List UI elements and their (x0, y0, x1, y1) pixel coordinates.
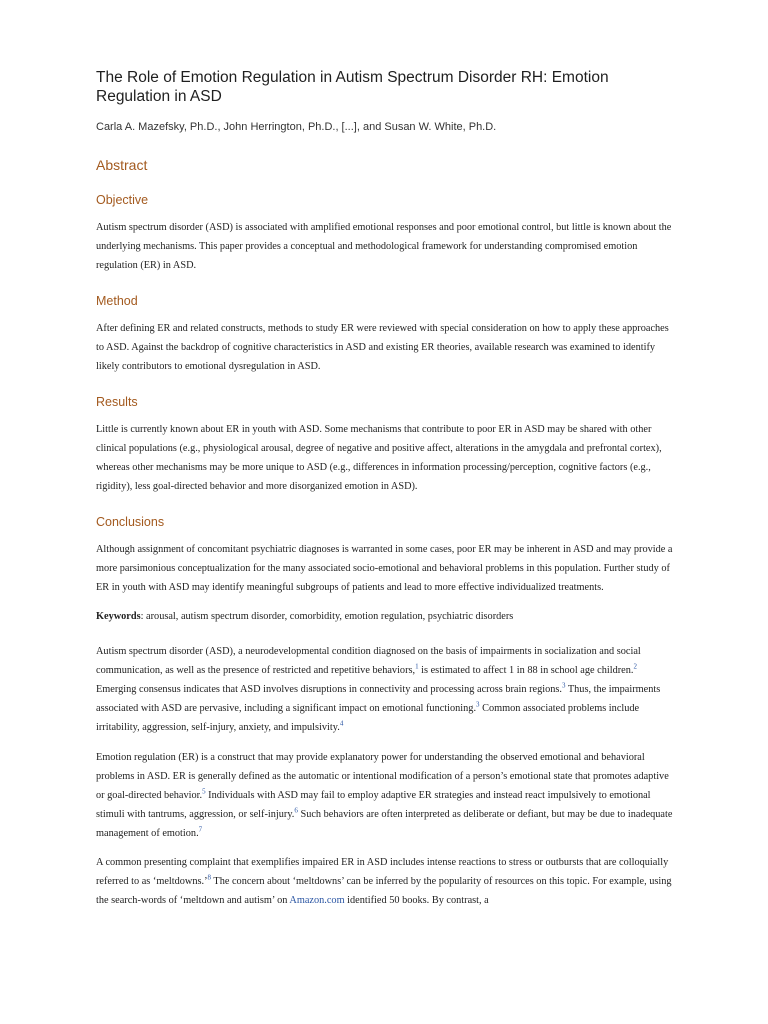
keywords-list: : arousal, autism spectrum disorder, comorbidity, emotion regulation, psychiatric disorders (140, 611, 514, 623)
body-paragraph-3 (96, 853, 674, 910)
objective-heading: Objective (96, 193, 149, 207)
article-title: The Role of Emotion Regulation in Autism Spectrum Disorder RH: Emotion Regulation in ASD (96, 69, 609, 105)
conclusions-text: Although assignment of concomitant psychiatric diagnoses is warranted in some cases, poor ER may be inherent in ASD and may provide a more parsimonious conceptualization for the many associated socio-emotional and behavioral problems in this population. Further study of ER in youth with ASD may identify meaningful subgroups of patients and lead to more effective individualized treatments. (96, 544, 673, 593)
citation-link[interactable]: 7 (198, 825, 203, 834)
article (96, 68, 674, 920)
citation-link[interactable]: 3 (561, 681, 566, 690)
citation-link[interactable]: 4 (339, 719, 344, 728)
body-paragraph-1 (96, 642, 674, 737)
keywords-line (96, 607, 674, 626)
body-text: Individuals with ASD may fail to employ adaptive ER strategies and instead react impulsively to emotional stimuli with tantrums, aggression, or self-injury. (96, 789, 651, 820)
citation-link[interactable]: 6 (294, 806, 298, 815)
author-list: Carla A. Mazefsky, Ph.D., John Herrington, Ph.D., [...], and Susan W. White, Ph.D. (96, 121, 497, 133)
citation-link[interactable]: 2 (633, 662, 637, 671)
body-text: identified 50 books. By contrast, a (344, 894, 489, 906)
objective-text: Autism spectrum disorder (ASD) is associated with amplified emotional responses and poor emotional control, but little is known about the underlying mechanisms. This paper provides a conceptual and methodological framework for understanding compromised emotion regulation (ER) in ASD. (96, 222, 672, 271)
method-text: After defining ER and related constructs, methods to study ER were reviewed with special consideration on how to apply these approaches to ASD. Against the backdrop of cognitive characteristics in ASD and existing ER theories, available research was examined to identify likely contributors to emotional dysregulation in ASD. (96, 323, 669, 372)
body-text: Emerging consensus indicates that ASD involves disruptions in connectivity and processing across brain regions. (96, 684, 562, 696)
citation-link[interactable]: 3 (476, 700, 480, 709)
body-text: The concern about ‘meltdowns’ can be inferred by the popularity of resources on this topic. For example, using the search-words of ‘meltdown and autism’ on (96, 875, 672, 906)
body-text: Such behaviors are often interpreted as deliberate or defiant, but may be due to inadequate management of emotion. (96, 808, 673, 839)
keywords-label: Keywords (96, 611, 141, 623)
body-paragraph-2 (96, 748, 674, 843)
body-text: Common associated problems include irritability, aggression, self-injury, anxiety, and impulsivity. (96, 703, 640, 734)
body-text: A common presenting complaint that exemplifies impaired ER in ASD includes intense reactions to stress or outbursts that are colloquially referred to as ‘meltdowns.’ (96, 856, 669, 887)
results-heading: Results (96, 395, 138, 409)
body-text: Emotion regulation (ER) is a construct that may provide explanatory power for understanding the observed emotional and behavioral problems in ASD. ER is generally defined as the automatic or intentional modification of a person’s emotional state that promotes adaptive or goal-directed behavior. (96, 751, 669, 801)
abstract-heading: Abstract (96, 157, 148, 173)
body-text: is estimated to affect 1 in 88 in school age children. (418, 665, 634, 677)
method-heading: Method (96, 294, 138, 308)
citation-link[interactable]: 8 (207, 873, 212, 882)
citation-link[interactable]: 1 (415, 662, 419, 671)
citation-link[interactable]: 5 (202, 787, 206, 796)
conclusions-heading: Conclusions (96, 515, 165, 529)
amazon-link[interactable]: Amazon.com (289, 894, 345, 906)
body-text: Autism spectrum disorder (ASD), a neurodevelopmental condition diagnosed on the basis of impairments in socialization and social communication, as well as the presence of restricted and repetitive behaviors, (96, 646, 641, 677)
body-text: Thus, the impairments associated with ASD are pervasive, including a significant impact on emotional functioning. (96, 684, 661, 715)
results-text: Little is currently known about ER in youth with ASD. Some mechanisms that contribute to poor ER in ASD may be shared with other clinical populations (e.g., physiological arousal, degree of negative and positive affect, alterations in the amygdala and prefrontal cortex), whereas other mechanisms may be more unique to ASD (e.g., differences in information processing/perception, cognitive factors (e.g., rigidity), less goal-directed behavior and more disorganized emotion in ASD). (96, 424, 662, 492)
